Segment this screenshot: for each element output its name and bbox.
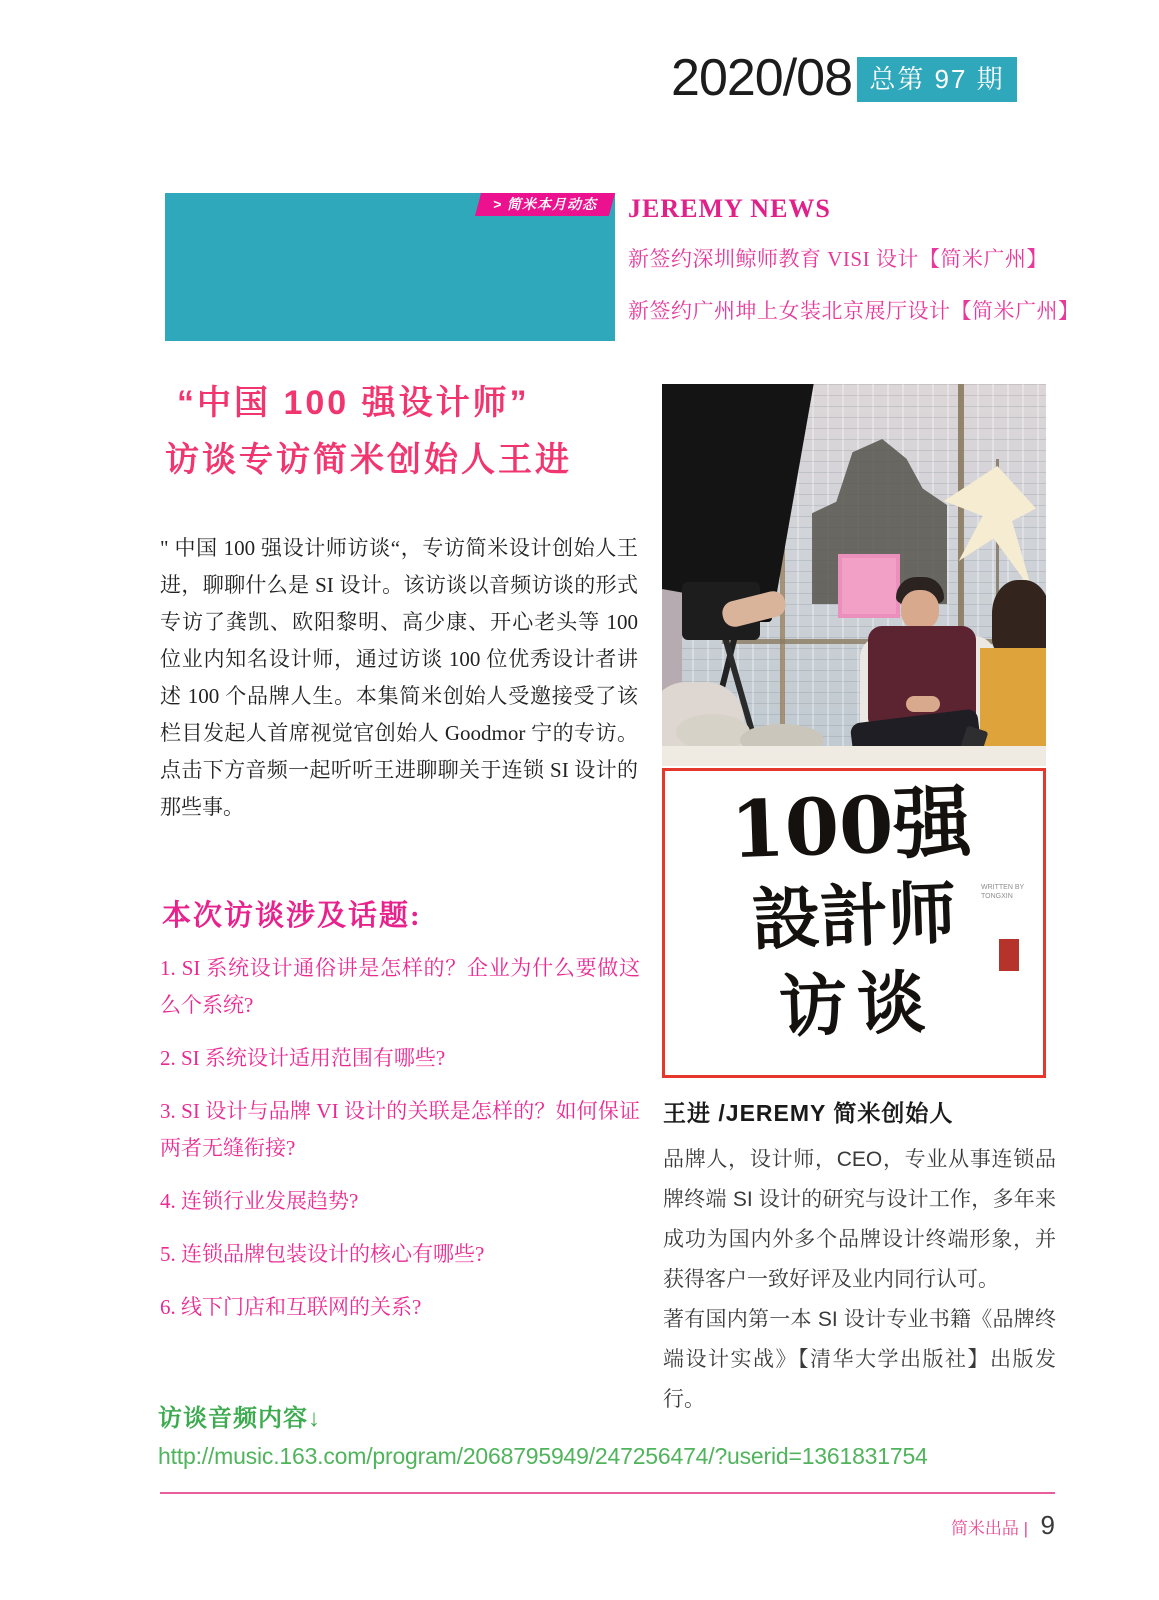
issue-badge: 总第 97 期 <box>857 57 1017 102</box>
news-item: 新签约广州坤上女装北京展厅设计【简米广州】 <box>628 299 1080 323</box>
interview-photo <box>662 384 1046 766</box>
topic-item: 3. SI 设计与品牌 VI 设计的关联是怎样的？如何保证两者无缝衔接? <box>160 1099 640 1160</box>
monthly-news-ribbon <box>475 193 615 216</box>
topic-item: 4. 连锁行业发展趋势? <box>160 1189 359 1213</box>
calligraphy-text <box>660 774 1047 1055</box>
topics-list <box>160 950 640 1342</box>
news-item: 新签约深圳鲸师教育 VISI 设计【简米广州】 <box>628 247 1048 271</box>
calligraphy-card <box>662 768 1046 1078</box>
ribbon-label: > 简米本月动态 <box>492 196 598 212</box>
calligraphy-credit: WRITTEN BY TONGXIN <box>981 884 1025 901</box>
photo-window-sill <box>662 746 1046 766</box>
topic-item: 2. SI 系统设计适用范围有哪些? <box>160 1046 446 1070</box>
news-section-title: JEREMY NEWS <box>628 194 831 223</box>
topic-item: 1. SI 系统设计通俗讲是怎样的？企业为什么要做这么个系统? <box>160 956 640 1017</box>
profile-bio-paragraph: 品牌人，设计师，CEO，专业从事连锁品牌终端 SI 设计的研究与设计工作，多年来成功为国内外多个品牌设计终端形象，并获得客户一致好评及业内同行认可。 <box>663 1148 1056 1291</box>
calligraphy-line-1: 100强 <box>728 776 973 877</box>
photo-interviewee-face <box>901 590 939 630</box>
topic-item: 6. 线下门店和互联网的关系? <box>160 1295 422 1319</box>
profile-caption: 王进 /JEREMY 简米创始人 <box>663 1100 954 1126</box>
footer-divider <box>160 1492 1055 1494</box>
photo-interviewer-hair <box>992 580 1046 654</box>
calligraphy-line-2: 設計师 <box>750 873 958 961</box>
footer <box>760 1510 1055 1541</box>
photo-pillow <box>676 714 750 750</box>
footer-page-number: 9 <box>1040 1510 1055 1540</box>
topics-title: 本次访谈涉及话题: <box>162 900 422 932</box>
headline-line-1: “中国 100 强设计师” <box>177 384 530 422</box>
issue-date: 2020/08 <box>671 49 852 107</box>
calligraphy-seal <box>999 939 1019 971</box>
photo-pink-sign <box>838 554 900 618</box>
photo-interviewee-hands <box>906 696 940 712</box>
article-headline <box>165 375 572 489</box>
article-body: " 中国 100 强设计师访谈“，专访简米设计创始人王进，聊聊什么是 SI 设计。该访谈以音频访谈的形式专访了龚凯、欧阳黎明、高少康、开心老头等 100 位业内知名设计师，通过访谈 100 位优秀设计者讲述 100 个品牌人生。本集简米创始人受邀接受了该栏目发起人首席视觉官创始人 Goodmor 宁的专访。点击下方音频一起听听王进聊聊关于连锁 SI 设计的那些事。 <box>160 536 638 819</box>
audio-link[interactable]: http://music.163.com/program/2068795949/247256474/?userid=1361831754 <box>158 1443 928 1469</box>
profile-bio-paragraph: 著有国内第一本 SI 设计专业书籍《品牌终端设计实战》【清华大学出版社】出版发行。 <box>663 1308 1056 1411</box>
footer-brand: 简米出品 | <box>950 1519 1029 1538</box>
topic-item: 5. 连锁品牌包装设计的核心有哪些? <box>160 1242 485 1266</box>
audio-section-label: 访谈音频内容↓ <box>158 1405 321 1432</box>
calligraphy-line-3: 访谈 <box>777 962 937 1048</box>
headline-line-2: 访谈专访简米创始人王进 <box>165 441 572 479</box>
